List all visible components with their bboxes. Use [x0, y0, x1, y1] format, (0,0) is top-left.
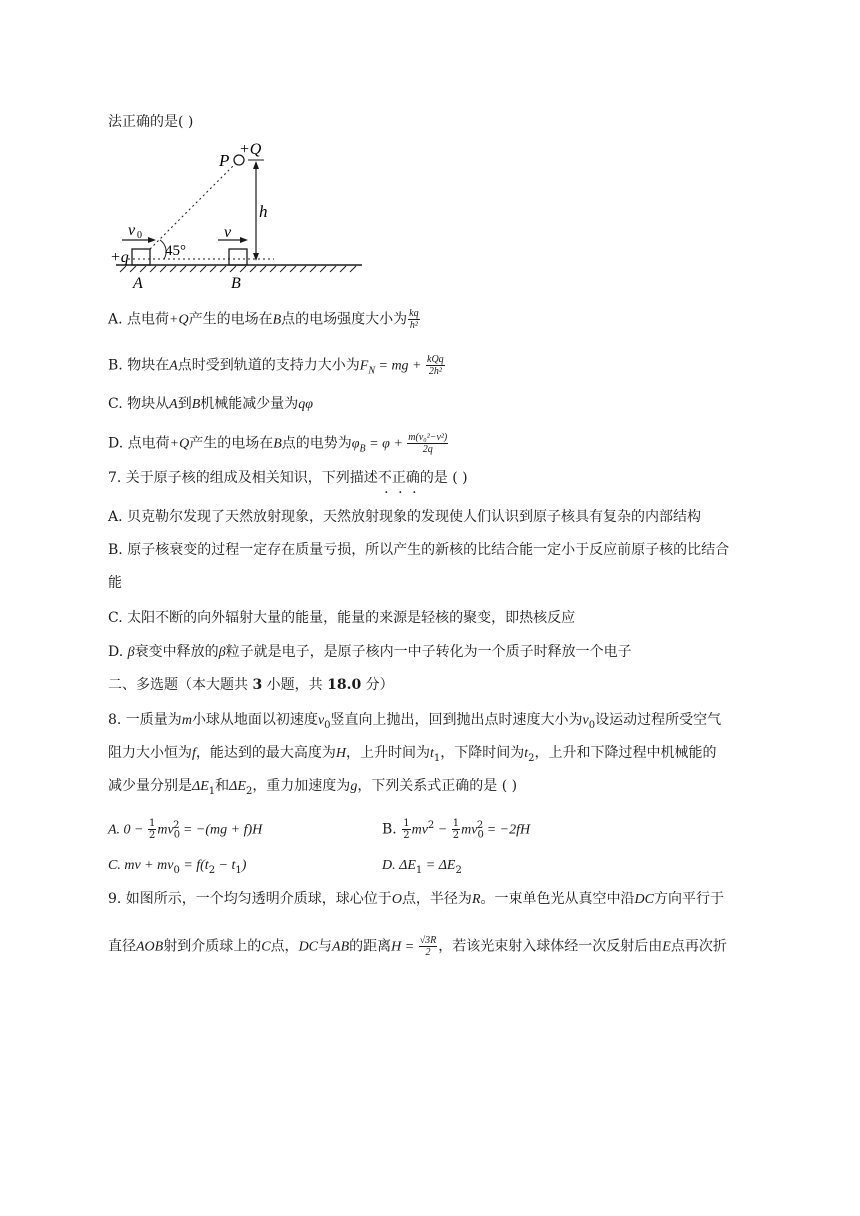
q8-option-c: C. mv + $mv_0 = f(t_2 - t_1)$	[108, 858, 247, 876]
q8-stem-line3: 减少量分别是$\Delta E_1$和$\Delta E_2$，重力加速度为g，下列关系式正确的是 ( )	[108, 778, 518, 797]
block-a	[132, 249, 150, 265]
section-heading-multi-choice: 二、多选题（本大题共 3 小题，共 18.0 分）	[108, 677, 394, 693]
label-45: 45°	[165, 243, 186, 259]
q6-option-b: B. 物块在A点时受到轨道的支持力大小为$F_N$ = mg + $\frac{\text{kQq}}{\text{2h²}}$	[108, 354, 444, 377]
q9-stem-line1: 9. 如图所示，一个均匀透明介质球，球心位于O点，半径为R。一束单色光从真空中沿DC方向平行于	[108, 891, 724, 907]
label-v0-sub: 0	[137, 230, 142, 241]
q6-option-d: D. 点电荷+Q产生的电场在B点的电势为$\varphi_B = \varphi$ + $\frac{\text{m(v₀²−v²)}}{2q}$	[108, 432, 448, 455]
q7-option-b: B. 原子核衰变的过程一定存在质量亏损，所以产生的新核的比结合能一定小于反应前原子核的比结合	[108, 542, 730, 558]
q6-figure	[108, 138, 368, 290]
q6-intro: 法正确的是( )	[108, 114, 194, 130]
q8-option-a: A. 0 − $\frac{1}{2}$ $mv_0^2 = -(mg + f)H$	[108, 818, 263, 842]
q8-option-b: B. $\frac{1}{2}$ $mv^2$ − $\frac{1}{2}$ $mv_0^2 = -2fH$	[382, 818, 531, 842]
label-h: h	[259, 202, 268, 221]
label-q-small: +q	[110, 249, 129, 266]
label-b: B	[231, 275, 241, 290]
label-a: A	[133, 275, 143, 290]
q9-stem-line2: 直径AOB射到介质球上的C点，DC与AB的距离H = $\frac{√3R}{2}$ ，若该光束射入球体经一次反射后由E点再次折	[108, 935, 727, 958]
q6-option-a: A. 点电荷+Q产生的电场在B点的电场强度大小为 $\frac{kq}{\text{h²}}$	[108, 308, 419, 331]
q8-option-d: D. $\Delta E_1 = \Delta E_2$	[382, 858, 462, 876]
q8-stem-line1: 8. 一质量为m小球从地面以初速度$v_0$竖直向上抛出，回到抛出点时速度大小为$v_0$设运动过程所受空气	[108, 712, 722, 731]
label-p: P	[219, 151, 230, 170]
label-v: v	[224, 224, 232, 241]
block-b	[229, 249, 247, 265]
q6-option-c: C. 物块从A到B机械能减少量为qφ	[108, 396, 313, 412]
label-q: +Q	[239, 141, 262, 158]
q7-option-b-cont: 能	[108, 575, 122, 591]
label-v0: v	[128, 222, 136, 239]
q7-option-c: C. 太阳不断的向外辐射大量的能量，能量的来源是轻核的聚变，即热核反应	[108, 610, 576, 626]
q8-stem-line2: 阻力大小恒为f，能达到的最大高度为H，上升时间为$t_1$，下降时间为$t_2$，上升和下降过程中机械能的	[108, 745, 717, 764]
q7-stem: 7. 关于原子核的组成及相关知识，下列描述不正确的是 ( )	[108, 470, 468, 486]
q7-option-a: A. 贝克勒尔发现了天然放射现象，天然放射现象的发现使人们认识到原子核具有复杂的内部结构	[108, 509, 702, 525]
q7-option-d: D. β衰变中释放的β粒子就是电子，是原子核内一中子转化为一个质子时释放一个电子	[108, 644, 632, 660]
